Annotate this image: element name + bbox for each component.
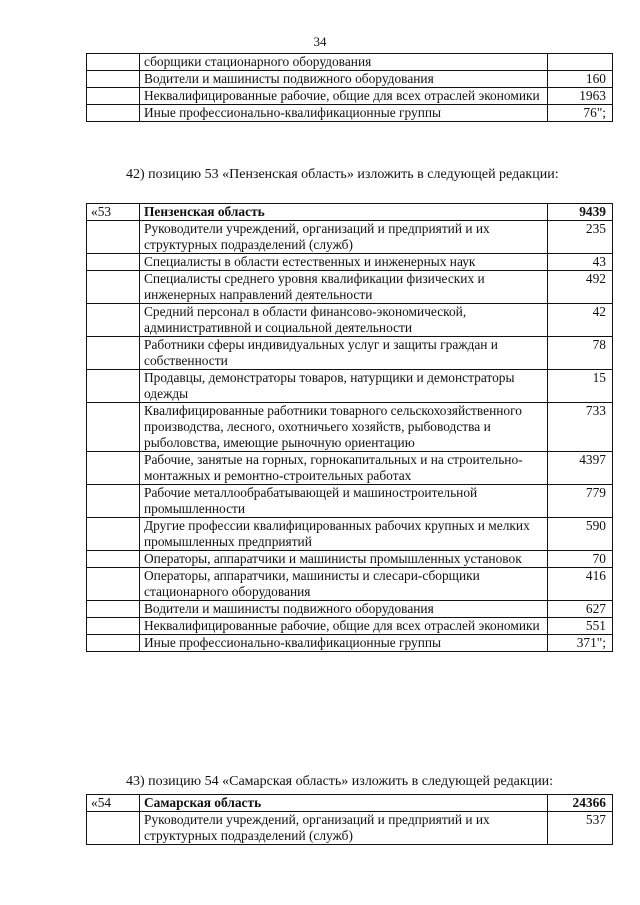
row-code <box>87 337 140 370</box>
row-label: Средний персонал в области финансово-экономической, административной и социальной деятельности <box>140 304 548 337</box>
row-value: 43 <box>548 254 613 271</box>
row-label: Другие профессии квалифицированных рабочих крупных и мелких промышленных предприятий <box>140 518 548 551</box>
row-value: 551 <box>548 618 613 635</box>
row-value: 733 <box>548 403 613 452</box>
row-code <box>87 452 140 485</box>
row-value: 416 <box>548 568 613 601</box>
row-label: Операторы, аппаратчики и машинисты промышленных установок <box>140 551 548 568</box>
row-code <box>87 221 140 254</box>
table-row <box>87 403 613 452</box>
table-row <box>87 618 613 635</box>
row-value: 70 <box>548 551 613 568</box>
table-row <box>87 54 613 71</box>
table-row <box>87 221 613 254</box>
table-row <box>87 370 613 403</box>
table-row <box>87 601 613 618</box>
row-label: Водители и машинисты подвижного оборудования <box>140 71 548 88</box>
row-label: сборщики стационарного оборудования <box>140 54 548 71</box>
row-code <box>87 271 140 304</box>
table-row <box>87 71 613 88</box>
row-label: Руководители учреждений, организаций и предприятий и их структурных подразделений (служб) <box>140 221 548 254</box>
row-code <box>87 71 140 88</box>
row-label: Руководители учреждений, организаций и предприятий и их структурных подразделений (служб) <box>140 812 548 845</box>
table-row <box>87 304 613 337</box>
row-value: 492 <box>548 271 613 304</box>
row-code <box>87 403 140 452</box>
row-label: Операторы, аппаратчики, машинисты и слесари-сборщики стационарного оборудования <box>140 568 548 601</box>
table-row <box>87 812 613 845</box>
table-row <box>87 568 613 601</box>
row-code: «53 <box>87 204 140 221</box>
table-row <box>87 337 613 370</box>
row-code: «54 <box>87 795 140 812</box>
row-label: Неквалифицированные рабочие, общие для всех отраслей экономики <box>140 88 548 105</box>
page-number: 34 <box>313 34 327 49</box>
row-label: Самарская область <box>140 795 548 812</box>
row-value: 24366 <box>548 795 613 812</box>
row-label: Рабочие металлообрабатывающей и машиностроительной промышленности <box>140 485 548 518</box>
row-label: Иные профессионально-квалификационные группы <box>140 105 548 122</box>
paragraph-43: 43) позицию 54 «Самарская область» изложить в следующей редакции: <box>126 774 554 789</box>
row-code <box>87 88 140 105</box>
row-value: 537 <box>548 812 613 845</box>
row-value: 4397 <box>548 452 613 485</box>
row-code <box>87 54 140 71</box>
row-value: 371"; <box>548 635 613 652</box>
row-label: Водители и машинисты подвижного оборудования <box>140 601 548 618</box>
table-penza-region <box>86 203 613 652</box>
table-row <box>87 105 613 122</box>
table-row <box>87 204 613 221</box>
row-value: 78 <box>548 337 613 370</box>
table-row <box>87 88 613 105</box>
row-code <box>87 635 140 652</box>
table-row <box>87 795 613 812</box>
paragraph-42: 42) позицию 53 «Пензенская область» изложить в следующей редакции: <box>126 167 559 182</box>
row-value: 235 <box>548 221 613 254</box>
row-value: 1963 <box>548 88 613 105</box>
row-value: 42 <box>548 304 613 337</box>
row-value: 590 <box>548 518 613 551</box>
table-row <box>87 635 613 652</box>
table-row <box>87 485 613 518</box>
table-row <box>87 551 613 568</box>
row-label: Продавцы, демонстраторы товаров, натурщики и демонстраторы одежды <box>140 370 548 403</box>
row-label: Работники сферы индивидуальных услуг и защиты граждан и собственности <box>140 337 548 370</box>
row-code <box>87 618 140 635</box>
row-code <box>87 518 140 551</box>
row-code <box>87 568 140 601</box>
row-code <box>87 105 140 122</box>
row-value: 160 <box>548 71 613 88</box>
row-code <box>87 254 140 271</box>
table-samara-region <box>86 794 613 845</box>
row-code <box>87 601 140 618</box>
row-code <box>87 304 140 337</box>
row-value: 15 <box>548 370 613 403</box>
row-value: 76"; <box>548 105 613 122</box>
row-value <box>548 54 613 71</box>
table-row <box>87 518 613 551</box>
row-label: Пензенская область <box>140 204 548 221</box>
row-label: Неквалифицированные рабочие, общие для всех отраслей экономики <box>140 618 548 635</box>
table-row <box>87 452 613 485</box>
row-value: 627 <box>548 601 613 618</box>
table-continued <box>86 53 613 122</box>
row-code <box>87 812 140 845</box>
row-value: 779 <box>548 485 613 518</box>
row-code <box>87 485 140 518</box>
table-row <box>87 254 613 271</box>
row-label: Специалисты в области естественных и инженерных наук <box>140 254 548 271</box>
row-label: Иные профессионально-квалификационные группы <box>140 635 548 652</box>
row-value: 9439 <box>548 204 613 221</box>
row-code <box>87 370 140 403</box>
row-label: Квалифицированные работники товарного сельскохозяйственного производства, лесного, охотничьего хозяйств, рыбоводства и рыболовства, имеющие рыночную ориентацию <box>140 403 548 452</box>
table-row <box>87 271 613 304</box>
row-code <box>87 551 140 568</box>
row-label: Специалисты среднего уровня квалификации физических и инженерных направлений деятельности <box>140 271 548 304</box>
row-label: Рабочие, занятые на горных, горнокапитальных и на строительно-монтажных и ремонтно-строительных работах <box>140 452 548 485</box>
